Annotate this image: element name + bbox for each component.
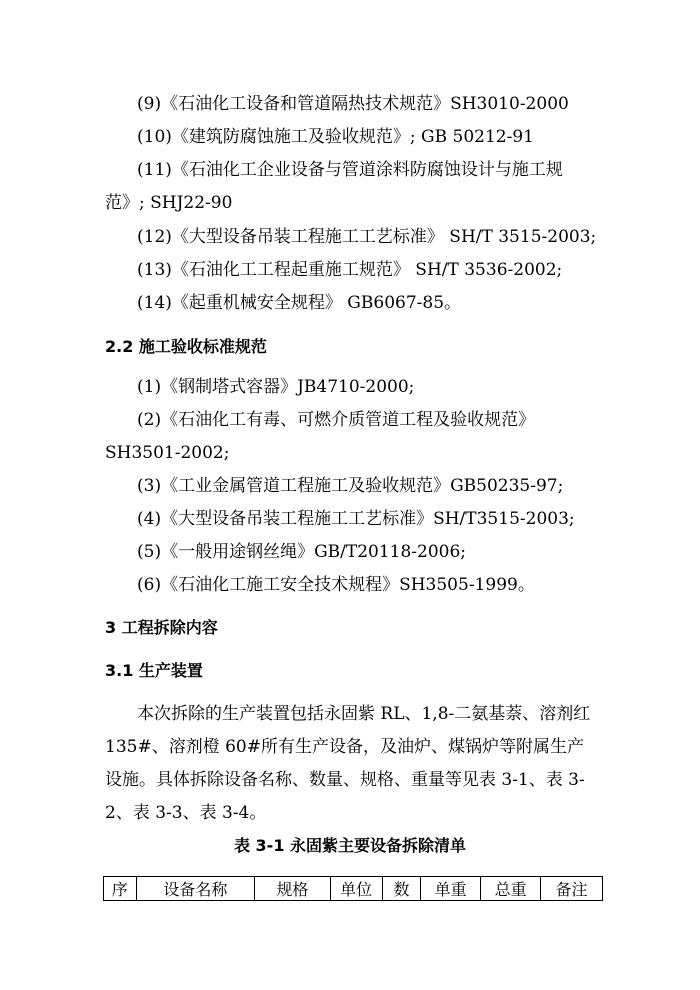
table-header-cell: 总重	[481, 877, 541, 901]
standard-item: (6)《石油化工施工安全技术规程》SH3505-1999。	[137, 575, 535, 595]
reference-item: (9)《石油化工设备和管道隔热技术规范》SH3010-2000	[137, 94, 569, 114]
table-header-cell: 单位	[330, 877, 382, 901]
reference-item: (12)《大型设备吊装工程施工工艺标准》 SH/T 3515-2003;	[137, 227, 597, 247]
table-header-cell: 备注	[541, 877, 603, 901]
section-heading-2-2: 2.2 施工验收标准规范	[105, 337, 267, 356]
table-header-cell: 设备名称	[136, 877, 254, 901]
reference-item: (14)《起重机械安全规程》 GB6067-85。	[137, 293, 462, 313]
table-header-cell: 序	[104, 877, 137, 901]
section-heading-3-1: 3.1 生产装置	[105, 661, 203, 680]
reference-item-continuation: 范》; SHJ22-90	[105, 193, 233, 213]
standard-item: (1)《钢制塔式容器》JB4710-2000;	[137, 377, 415, 397]
table-header-cell: 规格	[255, 877, 331, 901]
standard-item: (2)《石油化工有毒、可燃介质管道工程及验收规范》	[137, 410, 536, 430]
table-header-cell: 单重	[421, 877, 481, 901]
reference-item: (11)《石油化工企业设备与管道涂料防腐蚀设计与施工规	[137, 160, 563, 180]
equipment-table	[103, 876, 603, 901]
standard-item: (4)《大型设备吊装工程施工工艺标准》SH/T3515-2003;	[137, 509, 575, 529]
standard-item: (5)《一般用途钢丝绳》GB/T20118-2006;	[137, 542, 467, 562]
table-header-cell: 数	[382, 877, 420, 901]
table-header-row	[104, 877, 603, 901]
section-heading-3: 3 工程拆除内容	[105, 618, 218, 637]
body-paragraph: 本次拆除的生产装置包括永固紫 RL、1,8-二氨基萘、溶剂红135#、溶剂橙 60#所有生产设备，及油炉、煤锅炉等附属生产设施。具体拆除设备名称、数量、规格、重量等见表 3-1、表 3-2、表 3-3、表 3-4。	[105, 704, 591, 823]
reference-item: (10)《建筑防腐蚀施工及验收规范》; GB 50212-91	[137, 127, 534, 147]
reference-item: (13)《石油化工工程起重施工规范》 SH/T 3536-2002;	[137, 260, 563, 280]
standard-item: (3)《工业金属管道工程施工及验收规范》GB50235-97;	[137, 476, 564, 496]
table-caption: 表 3-1 永固紫主要设备拆除清单	[233, 836, 467, 855]
standard-item-continuation: SH3501-2002;	[105, 443, 230, 463]
